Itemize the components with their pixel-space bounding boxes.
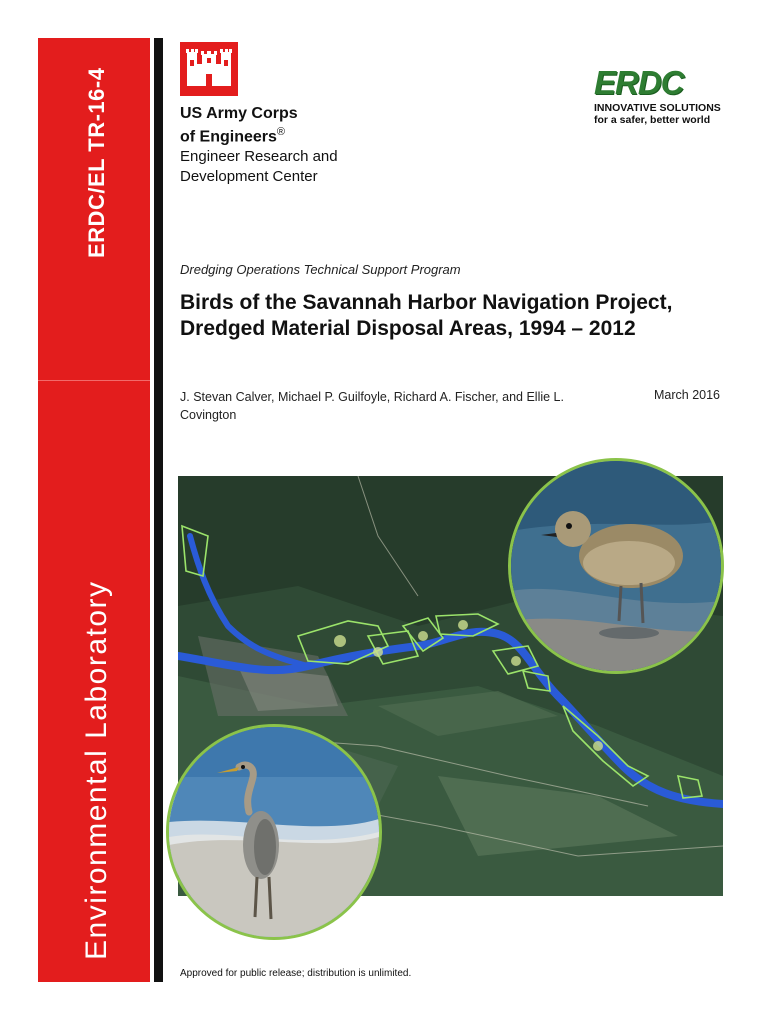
cover-figure: [178, 476, 723, 896]
usace-line-2: of Engineers®: [180, 126, 286, 146]
plover-photo: [508, 458, 724, 674]
usace-line-1: US Army Corps: [180, 105, 298, 122]
report-title: Birds of the Savannah Harbor Navigation Project, Dredged Material Disposal Areas, 1994 – 2012: [180, 291, 673, 340]
sidebar-rule: [154, 38, 163, 982]
program-name: Dredging Operations Technical Support Program: [180, 262, 461, 277]
erdc-tagline-2: for a safer, better world: [594, 114, 711, 126]
registered-mark: ®: [276, 126, 286, 138]
erdc-tagline-1: INNOVATIVE SOLUTIONS: [594, 102, 721, 114]
usace-line-4: Development Center: [180, 168, 318, 186]
publication-date: March 2016: [654, 388, 721, 402]
laboratory-name: Environmental Laboratory: [80, 580, 113, 960]
authors: J. Stevan Calver, Michael P. Guilfoyle, Richard A. Fischer, and Ellie L. Covington: [180, 390, 564, 422]
heron-photo: [166, 724, 382, 940]
report-number: ERDC/EL TR-16-4: [84, 67, 109, 258]
usace-line-3: Engineer Research and: [180, 148, 338, 166]
erdc-wordmark: ERDC: [594, 64, 684, 101]
erdc-logo: [594, 66, 722, 126]
sidebar-divider: [38, 380, 150, 381]
usace-wordmark: [180, 104, 338, 186]
usace-castle-logo: [180, 42, 238, 96]
release-statement: Approved for public release; distribution is unlimited.: [180, 968, 412, 979]
